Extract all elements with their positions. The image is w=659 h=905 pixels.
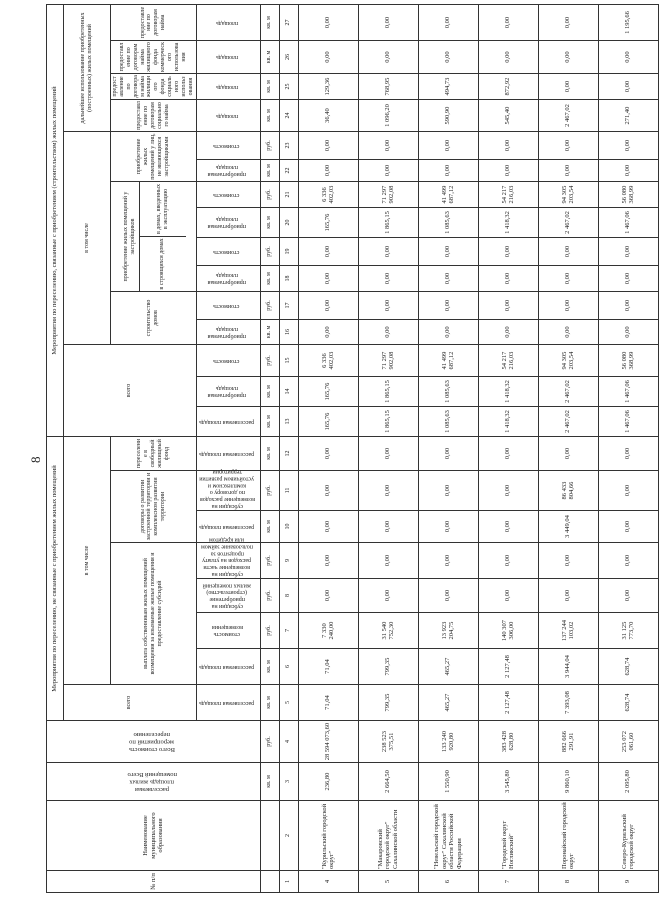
column-label-22 <box>196 160 260 182</box>
row-number: 4 <box>298 871 358 893</box>
column-label-20 <box>196 208 260 238</box>
column-number-23: 23 <box>279 132 298 160</box>
table-cell: 0,00 <box>538 437 598 471</box>
table-cell: 0,00 <box>598 437 658 471</box>
unit-2 <box>260 801 279 871</box>
table-cell: 236,80 <box>298 763 358 801</box>
table-cell: 0,00 <box>418 320 478 345</box>
table-cell: 799,35 <box>358 685 418 721</box>
unit-10: кв. м <box>260 511 279 543</box>
table-cell: 0,00 <box>358 471 418 511</box>
table-cell: 0,00 <box>478 471 538 511</box>
table-cell: 0,00 <box>478 320 538 345</box>
table-cell: 238 523 375,51 <box>358 721 418 763</box>
column-label-27 <box>196 5 260 41</box>
column-number-4: 4 <box>279 721 298 763</box>
table-cell: 799,35 <box>358 649 418 685</box>
table-cell: 9 860,10 <box>538 763 598 801</box>
unit-26: кв. м <box>260 41 279 74</box>
table-cell: 31 540 752,30 <box>358 613 418 649</box>
table-cell: 0,00 <box>538 160 598 182</box>
table-cell: 465,27 <box>418 649 478 685</box>
table-cell: 0,00 <box>598 41 658 74</box>
table-cell: 0,00 <box>598 511 658 543</box>
municipality-name: "Невельский городской округ" Сахалинской области Российской Федерации <box>418 801 478 871</box>
table-cell: 2 467,02 <box>538 377 598 407</box>
column-label-23 <box>196 132 260 160</box>
table-cell: 165,76 <box>298 377 358 407</box>
row-number: 6 <box>418 871 478 893</box>
table-cell: 1 418,32 <box>478 377 538 407</box>
unit-14: кв. м <box>260 377 279 407</box>
column-number-8: 8 <box>279 579 298 613</box>
column-label-text: приобретаемая площадь <box>207 326 246 339</box>
unit-15: руб. <box>260 345 279 377</box>
table-cell: 3 545,80 <box>478 763 538 801</box>
table-cell: 140 307 306,00 <box>478 613 538 649</box>
table-cell: 6 336 402,03 <box>298 345 358 377</box>
table-cell: 2 467,02 <box>538 208 598 238</box>
table-cell: 31 125 773,70 <box>598 613 658 649</box>
header-including-2: в том числе <box>64 132 111 345</box>
municipality-name: "Курильский городской округ" <box>298 801 358 871</box>
table-cell: 2 127,48 <box>478 649 538 685</box>
column-label-text: площадь <box>215 112 238 119</box>
table-cell: 0,00 <box>418 292 478 320</box>
unit-25: кв. м <box>260 74 279 100</box>
header-total-area <box>47 763 261 801</box>
table-cell: 0,00 <box>358 292 418 320</box>
header-construction: строительство домов <box>111 292 197 345</box>
table-cell: 94 305 203,54 <box>538 182 598 208</box>
header-social-rent: предоставление по договорам социального найма <box>111 100 197 132</box>
table-cell: 0,00 <box>598 292 658 320</box>
column-number-18: 18 <box>279 266 298 292</box>
column-label-text: субсидии на возмещение расходов по договору о комплексном и устойчивом развитии территории <box>199 468 255 509</box>
unit-18: кв. м <box>260 266 279 292</box>
column-label-26 <box>196 41 260 74</box>
column-label-7 <box>196 613 260 649</box>
column-number-27: 27 <box>279 5 298 41</box>
table-cell: 0,00 <box>358 238 418 266</box>
header-including-1: в том числе <box>64 437 111 685</box>
header-group-not-acquisition: Мероприятия по переселению, не связанные с приобретением жилых помещений <box>47 437 64 721</box>
table-cell: 0,00 <box>538 132 598 160</box>
table-cell: 0,00 <box>538 543 598 579</box>
unit-6: кв. м <box>260 649 279 685</box>
column-label-11 <box>196 468 260 511</box>
table-cell: 0,00 <box>298 579 358 613</box>
table-cell: 0,00 <box>358 320 418 345</box>
table-cell: 0,00 <box>538 320 598 345</box>
column-label-text: приобретаемая площадь <box>207 385 246 399</box>
table-cell: 383 428 628,80 <box>478 721 538 763</box>
table-cell: 0,00 <box>298 292 358 320</box>
table-cell: 0,00 <box>478 5 538 41</box>
table-cell: 0,00 <box>418 5 478 41</box>
table-cell: 71,04 <box>298 685 358 721</box>
table-cell: 133 240 920,80 <box>418 721 478 763</box>
table-row <box>358 5 418 893</box>
table-cell: 0,00 <box>598 266 658 292</box>
table-cell: 0,00 <box>358 132 418 160</box>
table-cell: 41 499 687,12 <box>418 345 478 377</box>
table-cell: 494,73 <box>418 74 478 100</box>
column-number-16: 16 <box>279 320 298 345</box>
unit-4: руб. <box>260 721 279 763</box>
table-cell: 0,00 <box>478 238 538 266</box>
table-cell: 1 865,15 <box>358 377 418 407</box>
table-row <box>538 5 598 893</box>
table-cell: 0,00 <box>298 5 358 41</box>
table-cell: 54 217 216,03 <box>478 345 538 377</box>
table-cell: 0,00 <box>418 41 478 74</box>
table-cell: 0,00 <box>478 266 538 292</box>
table-cell: 71,04 <box>298 649 358 685</box>
column-label-text: площадь <box>215 83 238 90</box>
table-cell: 0,00 <box>358 41 418 74</box>
column-number-21: 21 <box>279 182 298 208</box>
table-cell: 0,00 <box>538 74 598 100</box>
table-cell: 56 080 368,99 <box>598 182 658 208</box>
table-cell: 0,00 <box>478 511 538 543</box>
table-cell: 0,00 <box>598 74 658 100</box>
table-cell: 0,00 <box>478 132 538 160</box>
table-cell: 1 467,06 <box>598 208 658 238</box>
table-cell: 1 418,32 <box>478 407 538 437</box>
column-label-14 <box>196 377 260 407</box>
column-number-9: 9 <box>279 543 298 579</box>
column-label-13 <box>196 407 260 437</box>
table-cell: 165,76 <box>298 208 358 238</box>
table-cell: 0,00 <box>358 579 418 613</box>
table-cell: 0,00 <box>598 543 658 579</box>
unit-8: руб. <box>260 579 279 613</box>
table-cell: 36,40 <box>298 100 358 132</box>
municipality-name: Поронайский городской округ <box>538 801 598 871</box>
column-label-text: расселяемая площадь <box>199 523 255 530</box>
table-cell: 872,92 <box>478 74 538 100</box>
column-number-1: 1 <box>279 871 298 893</box>
column-label-text: площадь <box>215 19 238 26</box>
header-total-cost-label: Всего стоимость мероприятий по переселению <box>128 730 176 753</box>
column-label-16 <box>196 320 260 345</box>
table-cell: 28 594 073,60 <box>298 721 358 763</box>
table-cell: 0,00 <box>298 511 358 543</box>
header-under-construction: в строящихся домах <box>159 238 166 290</box>
column-number-20: 20 <box>279 208 298 238</box>
unit-21: руб. <box>260 182 279 208</box>
table-cell: 1 085,63 <box>418 407 478 437</box>
column-number-2: 2 <box>279 801 298 871</box>
header-development: договоры о развитии застроенной территории и комплексном развитии территории <box>111 471 197 543</box>
table-cell: 0,00 <box>418 579 478 613</box>
table-cell: 0,00 <box>478 292 538 320</box>
table-cell: 1 096,20 <box>358 100 418 132</box>
table-cell: 0,00 <box>478 41 538 74</box>
table-cell: 628,74 <box>598 649 658 685</box>
unit-5: кв. м <box>260 685 279 721</box>
table-cell: 0,00 <box>598 320 658 345</box>
table-cell: 0,00 <box>358 160 418 182</box>
table-cell: 3 449,04 <box>538 511 598 543</box>
header-free-fund: переселение в свободный жилищный фонд <box>111 437 197 471</box>
column-label-24 <box>196 100 260 132</box>
table-row <box>478 5 538 893</box>
column-number-22: 22 <box>279 160 298 182</box>
column-number-13: 13 <box>279 407 298 437</box>
column-number-11: 11 <box>279 471 298 511</box>
table-cell: 0,00 <box>298 132 358 160</box>
column-number-24: 24 <box>279 100 298 132</box>
table-cell: 0,00 <box>358 543 418 579</box>
table-cell: 1 418,32 <box>478 208 538 238</box>
table-cell: 628,74 <box>598 685 658 721</box>
table-cell: 86 433 804,66 <box>538 471 598 511</box>
table-cell: 0,00 <box>298 41 358 74</box>
unit-23: руб. <box>260 132 279 160</box>
table-cell: 2 095,80 <box>598 763 658 801</box>
column-number-10: 10 <box>279 511 298 543</box>
municipality-name: "Городской округ Ногликский" <box>478 801 538 871</box>
table-cell: 3 944,04 <box>538 649 598 685</box>
table-cell: 0,00 <box>418 132 478 160</box>
table-cell: 0,00 <box>358 266 418 292</box>
unit-17: руб. <box>260 292 279 320</box>
table-cell: 0,00 <box>418 511 478 543</box>
unit-20: кв. м <box>260 208 279 238</box>
table-cell: 0,00 <box>478 160 538 182</box>
unit-11: руб. <box>260 471 279 511</box>
header-number: № п/п <box>47 871 261 893</box>
unit-16: кв. м <box>260 320 279 345</box>
unit-27: кв. м <box>260 5 279 41</box>
table-cell: 6 336 402,03 <box>298 182 358 208</box>
table-cell: 94 305 203,54 <box>538 345 598 377</box>
table-cell: 0,00 <box>418 543 478 579</box>
header-total-cost <box>47 721 261 763</box>
table-cell: 137 244 103,02 <box>538 613 598 649</box>
table-row <box>298 5 358 893</box>
column-label-text: расселяемая площадь <box>199 450 255 457</box>
table-cell: 0,00 <box>598 471 658 511</box>
column-label-text: стоимость <box>213 191 240 198</box>
table-cell: 590,90 <box>418 100 478 132</box>
column-label-text: расселяемая площадь <box>199 418 255 425</box>
column-number-7: 7 <box>279 613 298 649</box>
row-number: 8 <box>538 871 598 893</box>
table-cell: 0,00 <box>298 543 358 579</box>
column-number-25: 25 <box>279 74 298 100</box>
table-cell: 0,00 <box>298 266 358 292</box>
header-social-use-rent: предоставление по договорам найма жилищного фонда социального использования <box>111 74 197 100</box>
table-cell: 0,00 <box>358 437 418 471</box>
table-cell: 253 072 061,60 <box>598 721 658 763</box>
column-label-text: стоимость <box>213 302 240 309</box>
column-label-text: стоимость <box>213 142 240 149</box>
table-cell: 271,40 <box>598 100 658 132</box>
table-cell: 0,00 <box>598 579 658 613</box>
table-cell: 0,00 <box>298 471 358 511</box>
header-group-acquisition: Мероприятия по переселению, связанные с приобретением (строительством) жилых помещений <box>47 5 64 437</box>
unit-7: руб. <box>260 613 279 649</box>
table-cell: 0,00 <box>598 238 658 266</box>
column-label-text: расселяемая площадь <box>199 663 255 670</box>
table-cell: 0,00 <box>418 266 478 292</box>
column-label-text: субсидии на приобретение (строительство) жилых помещений <box>202 582 251 610</box>
table-cell: 0,00 <box>298 160 358 182</box>
table-cell: 0,00 <box>538 292 598 320</box>
header-compensation: выплата собственникам жилых помещений возмещения за изымаемые жилые помещения и предоставление субсидий <box>111 543 197 685</box>
resettlement-table <box>46 4 659 893</box>
column-label-15 <box>196 345 260 377</box>
header-further-use: дальнейшее использование приобретенных (построенных) жилых помещений <box>64 5 111 132</box>
table-cell: 1 467,06 <box>598 407 658 437</box>
table-cell: 0,00 <box>538 266 598 292</box>
table-row <box>598 5 658 893</box>
unit-13: кв. м <box>260 407 279 437</box>
page-number: 8 <box>28 456 43 463</box>
column-label-text: приобретаемая площадь <box>207 272 246 286</box>
column-label-17 <box>196 292 260 320</box>
table-cell: 41 499 687,12 <box>418 182 478 208</box>
table-cell: 768,95 <box>358 74 418 100</box>
column-label-5 <box>196 685 260 721</box>
column-number-17: 17 <box>279 292 298 320</box>
table-cell: 71 297 902,08 <box>358 345 418 377</box>
table-cell: 545,40 <box>478 100 538 132</box>
header-total-area-label: расселяемая площадь жилых помещений Всего <box>127 770 177 793</box>
column-label-19 <box>196 238 260 266</box>
unit-24: кв. м <box>260 100 279 132</box>
column-label-25 <box>196 74 260 100</box>
column-label-text: стоимость возмещения <box>211 624 243 638</box>
table-cell: 54 217 216,03 <box>478 182 538 208</box>
table-cell: 1 085,63 <box>418 377 478 407</box>
municipality-name: Северо-Курильский городской округ <box>598 801 658 871</box>
table-cell: 0,00 <box>418 160 478 182</box>
header-total-2: всего <box>64 345 197 437</box>
header-municipality: Наименование муниципального образования <box>47 801 261 871</box>
table-cell: 2 467,02 <box>538 100 598 132</box>
municipality-name: "Макаровский городской округ" Сахалинской области <box>358 801 418 871</box>
table-cell: 0,00 <box>478 543 538 579</box>
table-cell: 0,00 <box>298 238 358 266</box>
column-number-26: 26 <box>279 41 298 74</box>
header-from-non-developers: приобретение жилых помещений у лиц, не являющихся застройщиками <box>111 132 197 182</box>
table-cell: 2 127,48 <box>478 685 538 721</box>
column-label-9 <box>196 536 260 579</box>
unit-22: кв. м <box>260 160 279 182</box>
column-number-12: 12 <box>279 437 298 471</box>
unit-3: кв. м <box>260 763 279 801</box>
column-label-text: стоимость <box>213 248 240 255</box>
column-number-15: 15 <box>279 345 298 377</box>
table-cell: 129,36 <box>298 74 358 100</box>
unit-9: руб. <box>260 543 279 579</box>
table-cell: 0,00 <box>418 238 478 266</box>
column-label-21 <box>196 182 260 208</box>
table-cell: 2 664,50 <box>358 763 418 801</box>
column-number-19: 19 <box>279 238 298 266</box>
table-cell: 0,00 <box>538 5 598 41</box>
column-number-6: 6 <box>279 649 298 685</box>
table-cell: 0,00 <box>538 238 598 266</box>
column-label-text: стоимость <box>213 357 240 364</box>
table-cell: 0,00 <box>298 437 358 471</box>
table-cell: 1 467,06 <box>598 377 658 407</box>
column-label-text: расселяемая площадь <box>199 699 255 706</box>
rotated-page <box>28 6 636 893</box>
row-number: 9 <box>598 871 658 893</box>
column-label-text: площадь <box>215 54 238 61</box>
table-cell: 0,00 <box>418 437 478 471</box>
table-cell: 56 080 368,99 <box>598 345 658 377</box>
table-cell: 0,00 <box>358 5 418 41</box>
column-number-3: 3 <box>279 763 298 801</box>
table-cell: 1 865,15 <box>358 208 418 238</box>
column-label-12 <box>196 437 260 471</box>
table-cell: 882 666 291,91 <box>538 721 598 763</box>
table-row <box>418 5 478 893</box>
table-cell: 0,00 <box>298 320 358 345</box>
unit-19: руб. <box>260 238 279 266</box>
unit-1 <box>260 871 279 893</box>
unit-12: кв. м <box>260 437 279 471</box>
header-from-developers-label: приобретение жилых помещений у застройщиков <box>121 182 140 291</box>
column-label-text: приобретаемая площадь <box>207 164 246 178</box>
table-cell: 0,00 <box>538 579 598 613</box>
table-cell: 0,00 <box>418 471 478 511</box>
table-cell: 7 393,08 <box>538 685 598 721</box>
header-rent: предоставление по договорам найма <box>111 5 197 41</box>
table-cell: 0,00 <box>598 160 658 182</box>
table-cell: 1 865,15 <box>358 407 418 437</box>
table-cell: 0,00 <box>538 41 598 74</box>
header-from-developers <box>111 182 197 292</box>
table-cell: 1 195,66 <box>598 5 658 41</box>
table-cell: 13 923 204,75 <box>418 613 478 649</box>
table-cell: 7 330 240,00 <box>298 613 358 649</box>
table-cell: 0,00 <box>478 437 538 471</box>
header-total-1: всего <box>64 685 197 721</box>
table-cell: 1 085,63 <box>418 208 478 238</box>
column-label-6 <box>196 649 260 685</box>
row-number: 7 <box>478 871 538 893</box>
column-number-5: 5 <box>279 685 298 721</box>
table-cell: 165,76 <box>298 407 358 437</box>
header-commercial-rent: предоставление по договорам найма жилищного фонда коммерческого использования <box>111 41 197 74</box>
table-cell: 1 550,90 <box>418 763 478 801</box>
column-label-18 <box>196 266 260 292</box>
header-commissioned: в домах, введенных в эксплуатацию <box>140 182 186 237</box>
table-cell: 2 467,02 <box>538 407 598 437</box>
column-label-text: приобретаемая площадь <box>207 216 246 230</box>
table-cell: 0,00 <box>358 511 418 543</box>
row-number: 5 <box>358 871 418 893</box>
column-number-14: 14 <box>279 377 298 407</box>
table-cell: 71 297 902,08 <box>358 182 418 208</box>
column-label-text: субсидии на возмещение части расходов на уплату процентов за пользование займом или кредитом <box>200 536 253 577</box>
table-cell: 465,27 <box>418 685 478 721</box>
table-cell: 0,00 <box>478 579 538 613</box>
column-label-8 <box>196 579 260 613</box>
table-cell: 0,00 <box>598 132 658 160</box>
